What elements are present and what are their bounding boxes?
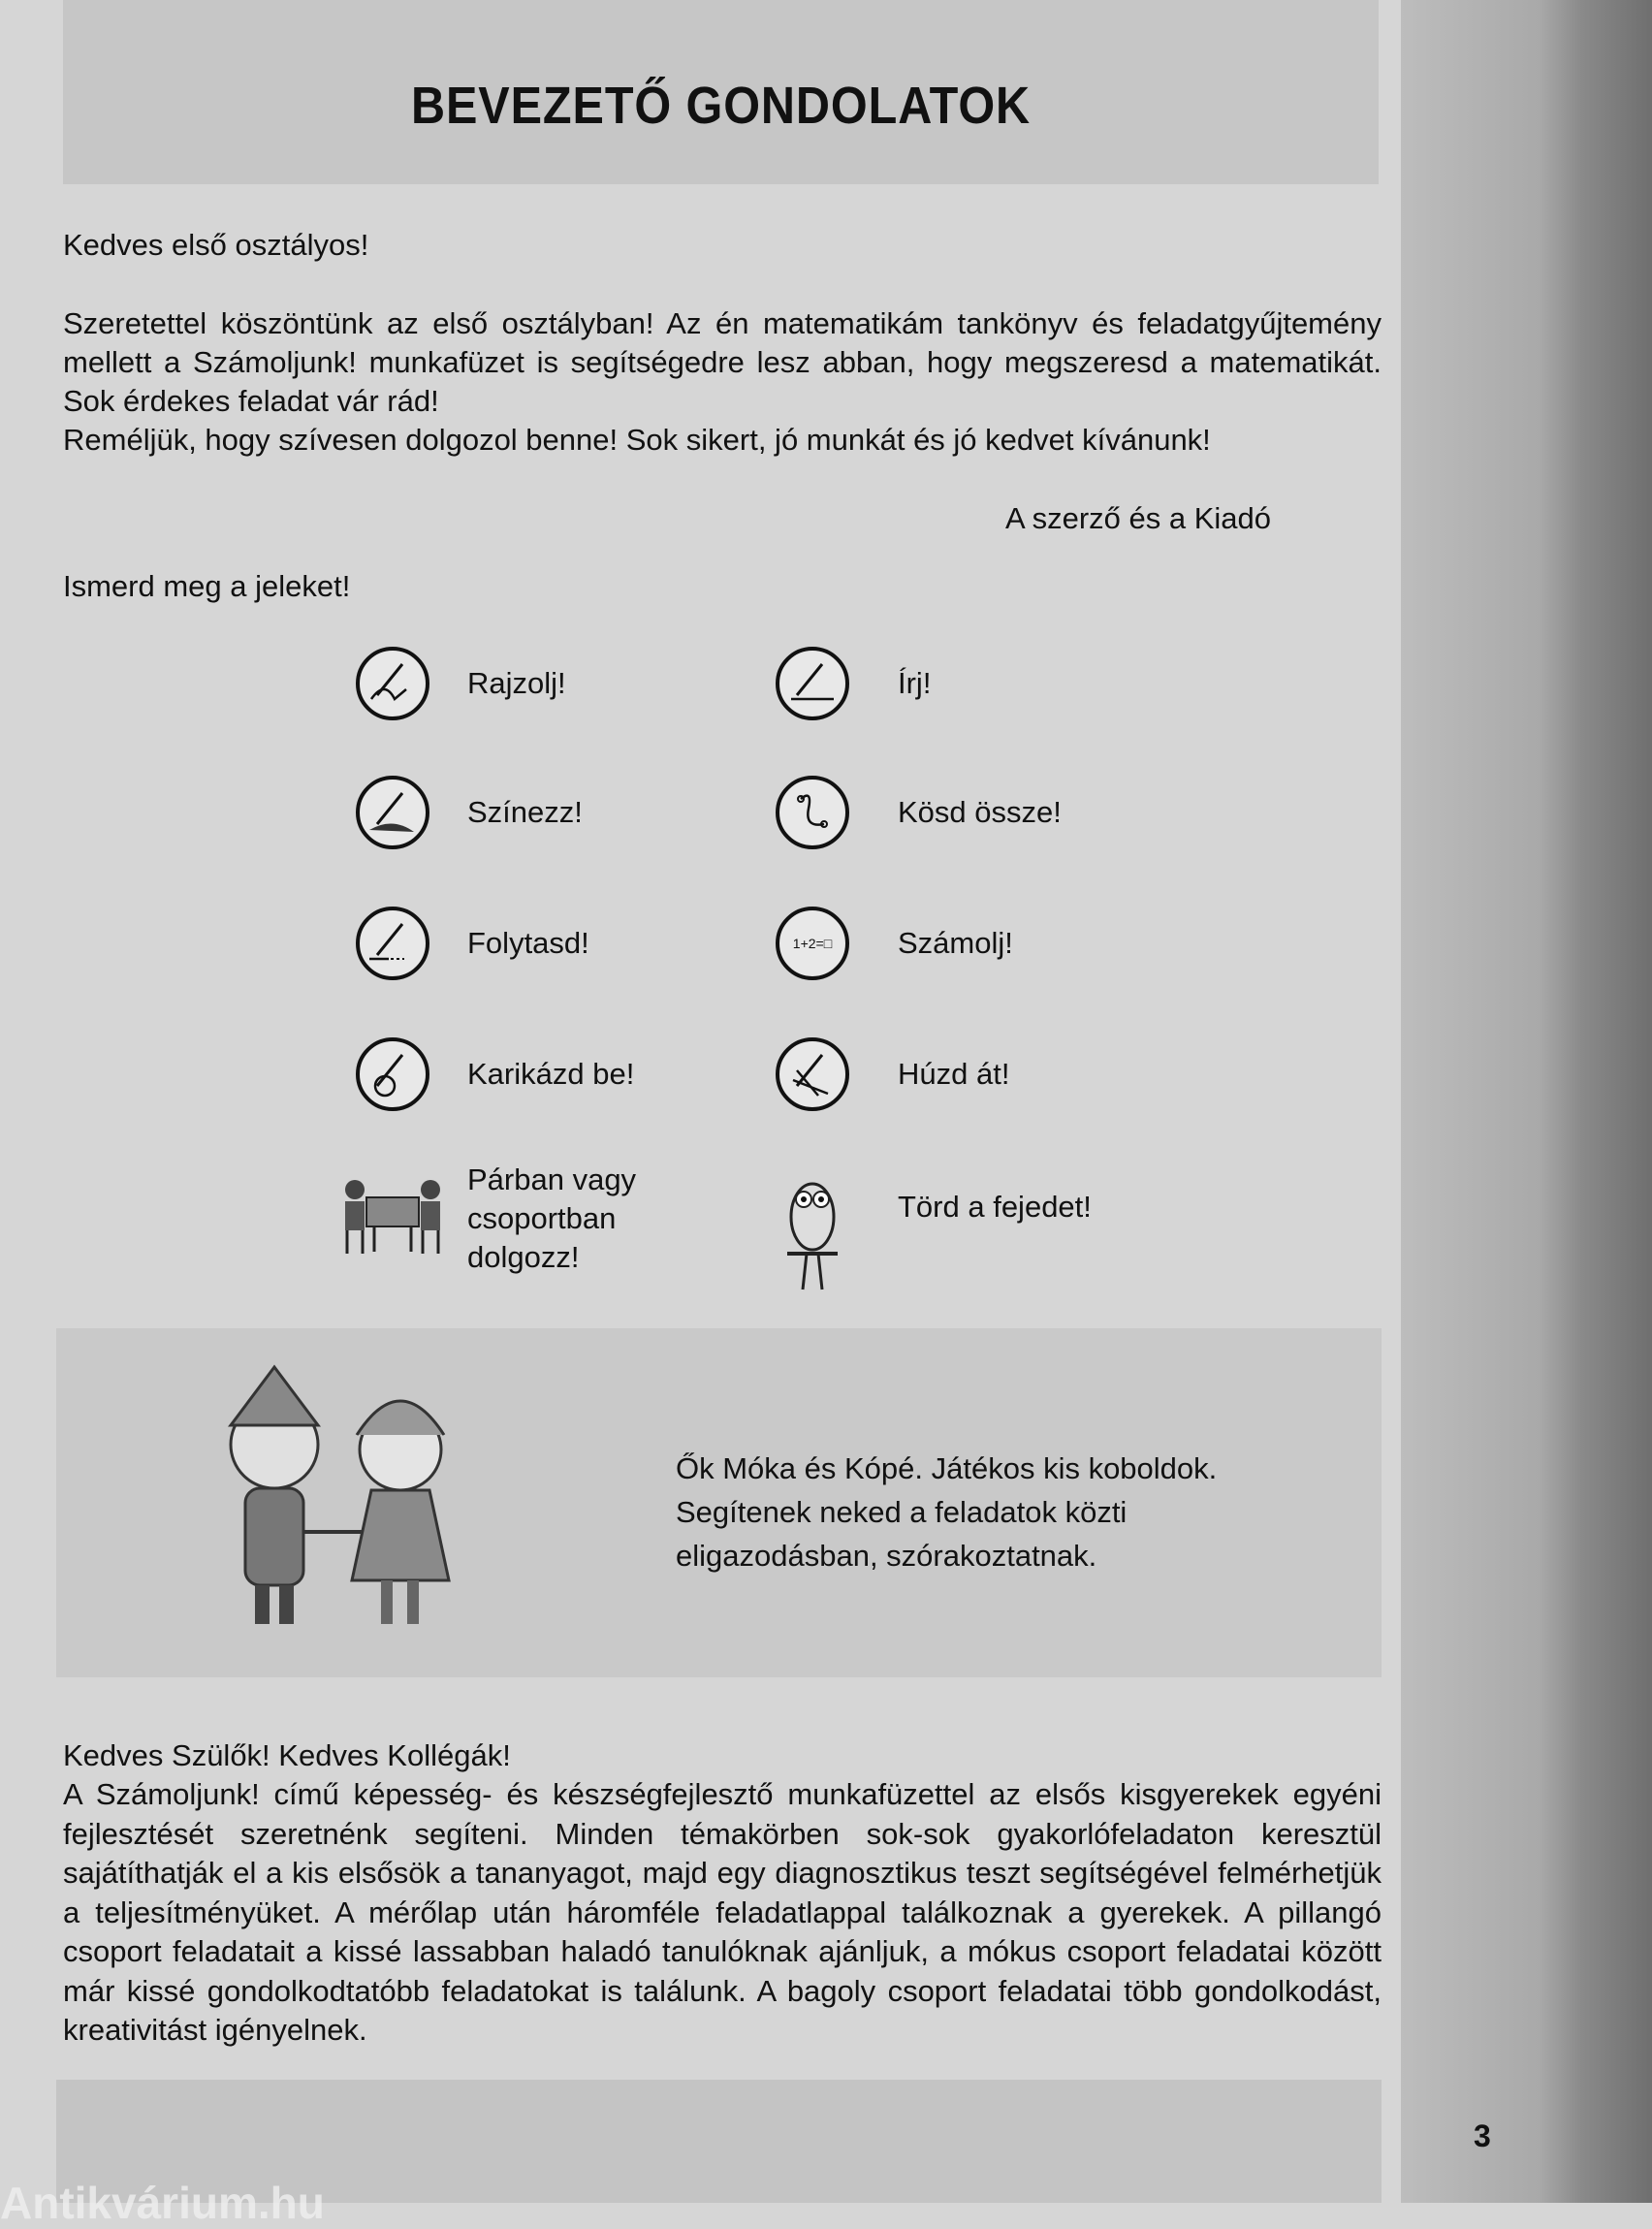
signature: A szerző és a Kiadó bbox=[1005, 501, 1271, 535]
sign-label: Kösd össze! bbox=[898, 795, 1062, 829]
greeting: Kedves első osztályos! bbox=[63, 228, 369, 262]
calculate-glyph: 1+2=□ bbox=[792, 936, 833, 951]
sign-label: Párban vagy csoportban dolgozz! bbox=[467, 1162, 637, 1274]
page-number: 3 bbox=[1474, 2118, 1491, 2153]
calculate-icon bbox=[776, 907, 849, 980]
group-work-icon bbox=[339, 1168, 446, 1260]
sign-label: Húzd át! bbox=[898, 1057, 1010, 1091]
characters-line: Segítenek neked a feladatok közti bbox=[676, 1495, 1128, 1529]
sign-label: Karikázd be! bbox=[467, 1057, 635, 1091]
intro-paragraph-2: Reméljük, hogy szívesen dolgozol benne! Sok sikert, jó munkát és jó kedvet kívánunk! bbox=[63, 423, 1211, 457]
write-icon bbox=[776, 647, 849, 720]
circle-icon bbox=[356, 1037, 429, 1111]
characters-illustration-icon bbox=[182, 1357, 492, 1648]
color-icon bbox=[356, 776, 429, 849]
sign-label: Színezz! bbox=[467, 795, 583, 829]
owl-icon bbox=[783, 1168, 842, 1299]
characters-line: Ők Móka és Kópé. Játékos kis koboldok. bbox=[676, 1451, 1218, 1485]
sign-label: Törd a fejedet! bbox=[898, 1190, 1092, 1224]
sign-label: Folytasd! bbox=[467, 926, 589, 960]
characters-line: eligazodásban, szórakoztatnak. bbox=[676, 1539, 1097, 1573]
intro-paragraph: Szeretettel köszöntünk az első osztályban! Az én matematikám tankönyv és feladatgyűjtemény mellett a Számoljunk! munkafüzet is segítségedre lesz abban, hogy megszeresd a matematikát. Sok érdekes feladat vár rád! bbox=[63, 306, 1382, 418]
parents-heading: Kedves Szülők! Kedves Kollégák! bbox=[63, 1738, 511, 1772]
parents-paragraph: A Számoljunk! című képesség- és készségfejlesztő munkafüzettel az elsős kisgyerekek egyéni fejlesztését szeretnénk segíteni. Minden témakörben sok-sok gyakorlófeladaton keresztül sajátíthatják el a kis elsősök a tananyagot, majd egy diagnosztikus teszt segítségével felmérhetjük a teljesítményüket. A mérőlap után háromféle feladatlappal találkoznak a gyerekek. A pillangó csoport feladatait a kissé lassabban haladó tanulóknak ajánljuk, a mókus csoport feladatai között már kissé gondolkodtatóbb feladatokat is találunk. A bagoly csoport feladatai több gondolkodást, kreativitást igényelnek. bbox=[63, 1777, 1382, 2047]
book-spine-edge bbox=[1401, 0, 1652, 2203]
signs-heading: Ismerd meg a jeleket! bbox=[63, 569, 351, 603]
characters-box bbox=[56, 1328, 1382, 1677]
draw-icon bbox=[356, 647, 429, 720]
page-title: BEVEZETŐ GONDOLATOK bbox=[410, 77, 1032, 135]
sign-label: Rajzolj! bbox=[467, 666, 566, 700]
sign-label: Írj! bbox=[898, 666, 932, 700]
characters-text bbox=[676, 1447, 1217, 1577]
watermark: Antikvárium.hu bbox=[0, 2178, 325, 2228]
cross-out-icon bbox=[776, 1037, 849, 1111]
connect-icon bbox=[776, 776, 849, 849]
sign-label: Számolj! bbox=[898, 926, 1013, 960]
continue-icon bbox=[356, 907, 429, 980]
